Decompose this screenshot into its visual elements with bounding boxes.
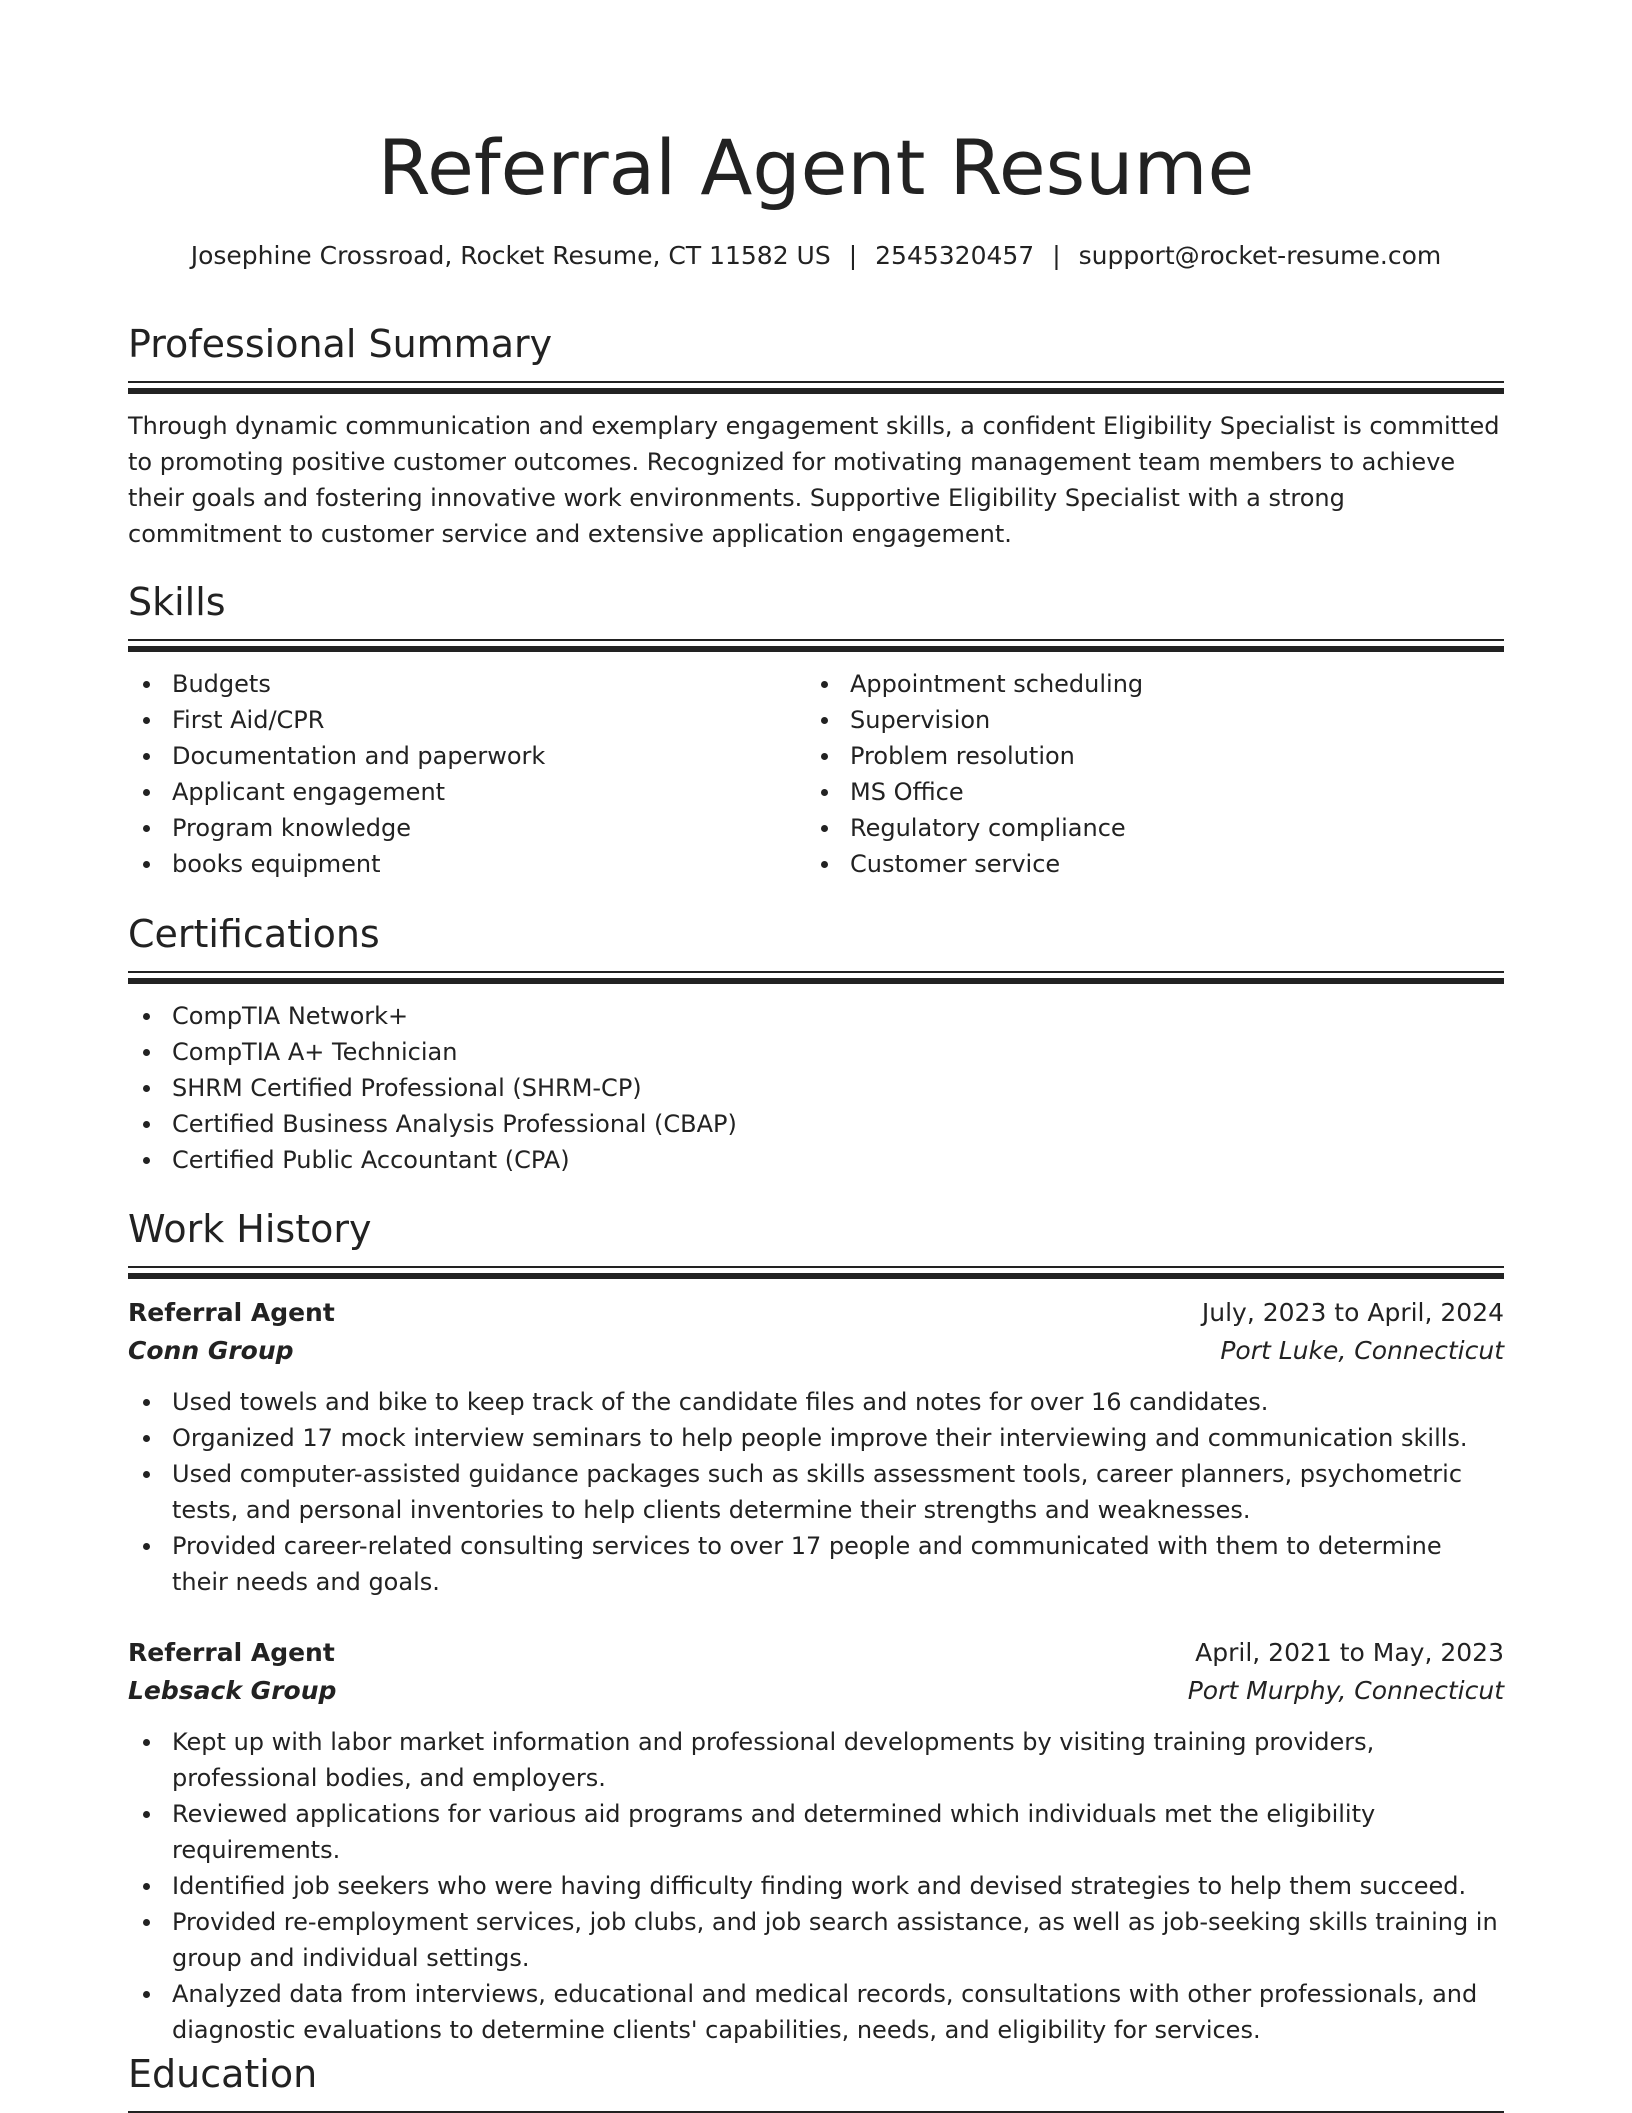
job-duty: Used towels and bike to keep track of the candidate files and notes for over 16 candidates.	[128, 1384, 1504, 1420]
job-duty: Used computer-assisted guidance packages such as skills assessment tools, career planners, psychometric tests, and personal inventories to help clients determine their strengths and weaknesses.	[128, 1456, 1504, 1528]
job-dates: July, 2023 to April, 2024	[1201, 1298, 1504, 1327]
summary-text: Through dynamic communication and exemplary engagement skills, a confident Eligibility Specialist is committed to promoting positive customer outcomes. Recognized for motivating management team members to achieve their goals and fostering innovative work environments. Supportive Eligibility Specialist with a strong commitment to customer service and extensive application engagement.	[128, 412, 1500, 548]
job-header	[128, 1634, 1504, 1672]
summary-section	[128, 319, 1504, 552]
job-location: Port Murphy, Connecticut	[1187, 1676, 1504, 1705]
skill-item: Appointment scheduling	[806, 666, 1484, 702]
education-heading: Education	[128, 2052, 318, 2096]
skills-section	[128, 577, 1504, 882]
job-duty: Provided re-employment services, job clubs, and job search assistance, as well as job-seeking skills training in group and individual settings.	[128, 1904, 1504, 1976]
job-location: Port Luke, Connecticut	[1220, 1336, 1504, 1365]
skill-item: Applicant engagement	[128, 774, 806, 810]
section-divider	[128, 971, 1504, 973]
contact-line	[128, 236, 1504, 276]
skill-item: Program knowledge	[128, 810, 806, 846]
skills-heading: Skills	[128, 580, 226, 624]
skill-item: MS Office	[806, 774, 1484, 810]
skill-item: Budgets	[128, 666, 806, 702]
skill-item: Regulatory compliance	[806, 810, 1484, 846]
section-divider-thick	[128, 978, 1504, 984]
skill-item: books equipment	[128, 846, 806, 882]
job-header	[128, 1294, 1504, 1332]
work-history-section	[128, 1204, 1504, 2048]
contact-email: support@rocket-resume.com	[1078, 241, 1442, 270]
skills-list-right	[806, 666, 1484, 882]
job-title: Referral Agent	[128, 1638, 335, 1667]
section-divider-thick	[128, 388, 1504, 394]
skill-item: Supervision	[806, 702, 1484, 738]
section-divider-thick	[128, 1273, 1504, 1279]
certification-item: Certified Public Accountant (CPA)	[128, 1142, 1504, 1178]
resume-title: Referral Agent Resume	[377, 123, 1255, 212]
certifications-section	[128, 909, 1504, 1178]
contact-phone: 2545320457	[875, 241, 1035, 270]
job-duty: Identified job seekers who were having difficulty finding work and devised strategies to help them succeed.	[128, 1868, 1504, 1904]
job-duty: Provided career-related consulting services to over 17 people and communicated with them to determine their needs and goals.	[128, 1528, 1504, 1600]
skill-item: First Aid/CPR	[128, 702, 806, 738]
certification-item: CompTIA A+ Technician	[128, 1034, 1504, 1070]
job-duty: Reviewed applications for various aid programs and determined which individuals met the eligibility requirements.	[128, 1796, 1504, 1868]
section-divider	[128, 639, 1504, 641]
contact-address: Josephine Crossroad, Rocket Resume, CT 11582 US	[190, 241, 831, 270]
job-subheader	[128, 1672, 1504, 1710]
contact-separator: |	[1052, 241, 1061, 270]
skill-item: Problem resolution	[806, 738, 1484, 774]
job-subheader	[128, 1332, 1504, 1370]
certifications-list	[128, 998, 1504, 1178]
skills-columns	[128, 652, 1504, 882]
skills-list-left	[128, 666, 806, 882]
job-dates: April, 2021 to May, 2023	[1195, 1638, 1504, 1667]
skill-item: Customer service	[806, 846, 1484, 882]
job-duty: Kept up with labor market information and professional developments by visiting training providers, professional bodies, and employers.	[128, 1724, 1504, 1796]
certification-item: Certified Business Analysis Professional (CBAP)	[128, 1106, 1504, 1142]
work-history-heading: Work History	[128, 1207, 372, 1251]
job-company: Lebsack Group	[128, 1676, 337, 1705]
section-divider	[128, 381, 1504, 383]
education-section	[128, 2049, 1504, 2113]
skill-item: Documentation and paperwork	[128, 738, 806, 774]
job-duty: Analyzed data from interviews, educational and medical records, consultations with other professionals, and diagnostic evaluations to determine clients' capabilities, needs, and eligibility for services.	[128, 1976, 1504, 2048]
job-entry	[128, 1634, 1504, 2048]
certification-item: CompTIA Network+	[128, 998, 1504, 1034]
job-company: Conn Group	[128, 1336, 294, 1365]
job-title: Referral Agent	[128, 1298, 335, 1327]
section-divider	[128, 1266, 1504, 1268]
job-entry	[128, 1294, 1504, 1600]
job-duty: Organized 17 mock interview seminars to help people improve their interviewing and communication skills.	[128, 1420, 1504, 1456]
certification-item: SHRM Certified Professional (SHRM-CP)	[128, 1070, 1504, 1106]
job-duties-list	[128, 1384, 1504, 1600]
contact-separator: |	[848, 241, 858, 270]
summary-heading: Professional Summary	[128, 322, 553, 366]
certifications-heading: Certifications	[128, 912, 380, 956]
job-duties-list	[128, 1724, 1504, 2048]
